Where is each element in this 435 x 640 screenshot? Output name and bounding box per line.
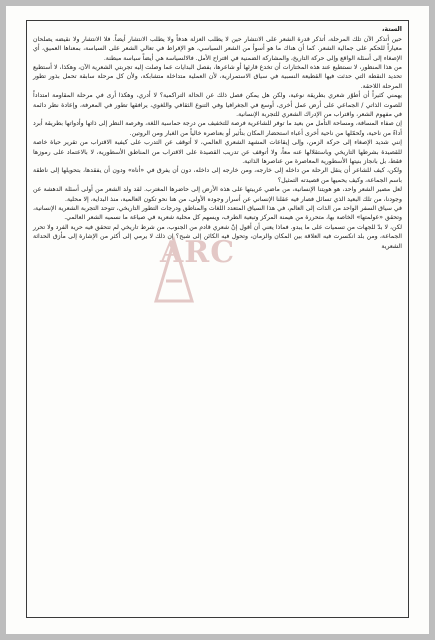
paragraph: إنني شديد الإصغاء إلى حركة الزمن، وإلى إيقاعات المشهد الشعري العالمي، لا أتوقف عن التدرب على كيفية الاقتراب من تقرير حياة خاصة للقصيدة بشرطها التاريخي وباستقلالها عنه معاً، ولا أتوقف عن تدريب القصيدة على الاقتراب من المناطق الأسطورية، لا بالاعتماد على رموزها فقط، بل بانجاز بنيتها الأسطورية المعاصرة من عناصرها الذاتية. [33,139,402,165]
paragraph: إن صفاء المسافة، ومساحة التأمل من بعيد ما توفر للشاعرية فرصة للتخفيف من درجة حماسية اللغة، وفرصة النظر إلى ذاتها وأدواتها بطريقة أبرد أداءً من ناحية، وتُحمّلها من ناحية أخرى أعباء استحضار المكان بتأثير أو بعناصره خالياً من الغبار ومن الروتين. [33,120,402,137]
paragraph: لعل مصير الشعر واحد، هو هويتنا الإنسانية، من ماضي غريبتها على هذه الأرض إلى حاضرها المغترب. لقد ولد الشعر من أولى أسئلة الدهشة عن وجودنا، من تلك البعيد الذي تسائل فصار فيه عقلنا الإنساني عن أسرار وجوده الأولى، من هنا نحو تكون العالمية، منذ البداية، إلا محلية. [33,186,402,203]
opening-fragment: الستة، [381,25,402,33]
paragraph: في سياق السفر الواحد من الذات إلى العالم، في هذا السياق المتعدد اللغات والمناطق ودرجات التطور التاريخي، تتوحد التجربة الشعرية الإنسانية، وتحقق «عولمتها» الخاصة بها، متحررة من هيمنة المركز وتبعية الطرف، ويسهم كل محلية شعرية في صياغة ما نسميه الشعر العالمي. [33,205,402,222]
document-page [6,6,429,634]
watermark-text: ARC [160,235,236,270]
paragraph: ولكن، كيف للشاعر أن ينقل الرحلة من داخله إلى خارجه، ومن خارجه إلى داخله، دون أن يفرق في «أناه» ودون أن يفقدها، بتحويلها إلى ناطقة باسم الجماعة، وكيف يحميها من قصيدته التمثيل؟ [33,167,402,184]
paragraph: حين أتذكر الآن تلك المرحلة، أتذكر قدرة الشعر على الانتشار حين لا يطلب العزلة هدفاً ولا يطلب الانتشار أيضاً. فلا الانتشار ولا نقيضه يصلحان معياراً للحكم على جمالية الشعر. كما أن هناك ما هو أسوأ من الشعر السياسي، هو الإفراط في تعالي الشعر على السياسة، بمعناها العميق، أي الإصغاء إلى أسئلة الواقع وإلى حركة التاريخ، والمشاركة الضمنية في اقتراح الأمل. فالالسياسة هي أيضاً سياسة مبطنة. [33,36,402,62]
paragraph: يهمني كثيراً أن أطوّر شعري بطريقة نوعية، ولكن هل يمكن فصل ذلك عن الحالة التراكمية؟ لا أدري، وهكذا أرى في مرحلة المقاومة امتداداً للصوت الذاتي / الجماعي على أرض عمل أخرى، أوسع في الجغرافيا وفي التنوع الثقافي واللغوي، يرافقها تطور في المعرفة، وإعادة نظر دائمة في مفهوم الشعر، واقتراب من الإدراك الشعري للتجربة الإنسانية. [33,92,402,118]
paragraph: لكن، لا بدّ للجهات من تسميات على ما يبدو. فماذا يعني أن أقول إنّ شعري قادم من الجنوب، من شرط تاريخي لم تتحقق فيه حرية الفرد ولا تحرر الجماعة، ومن بلد انكسرت فيه العلاقة بين المكان والزمان، وتحول فيه الكائن إلى شبح؟ إن ذلك لا يرمي إلى أكثر من الإشارة إلى مأزق الحداثة الشعرية [33,224,402,250]
paragraph: من هذا المنظور، لا نستطيع عند هذه المختارات أن تخدع قارئها أو شاعرها، بفصل البدايات عما وصلت إليه تجربتي الشعرية الآن، وهكذا، لا أستطيع تحديد النقطة التي حدثت فيها القطيعة النسبية في سياق الاستمرارية، لأن العملية متداخلة متشابكة، ولأن كل مرحلة سابقة تحمل بذور تطور المرحلة اللاحقة. [33,64,402,90]
text-frame [26,20,409,618]
body-text [33,35,402,251]
